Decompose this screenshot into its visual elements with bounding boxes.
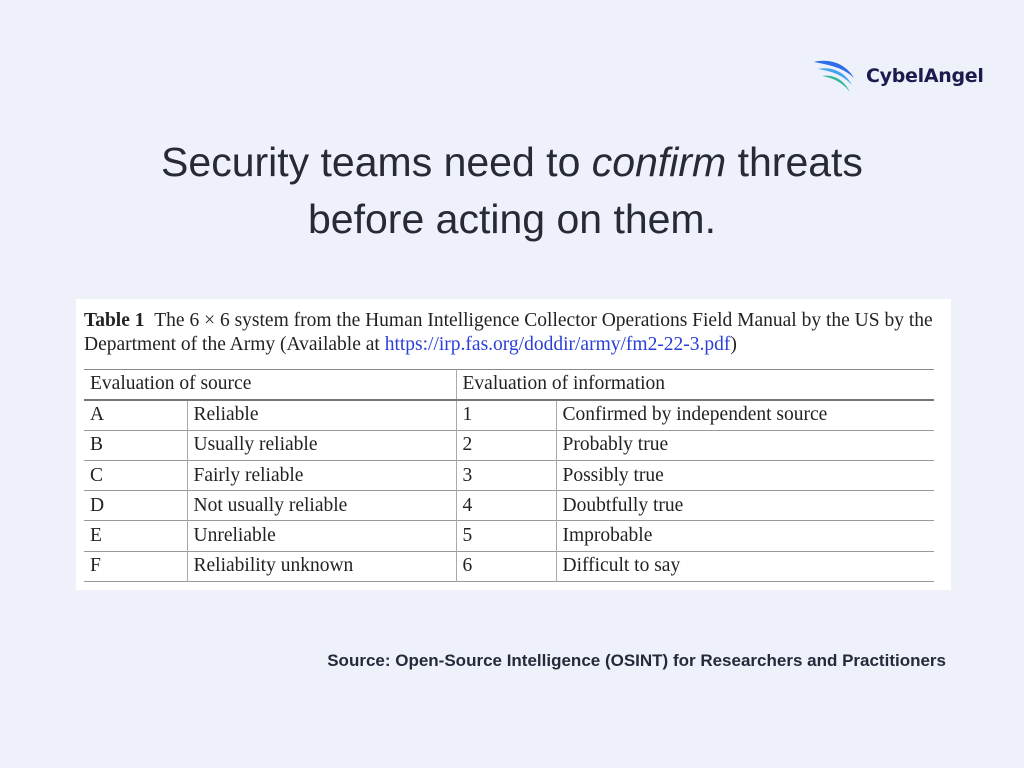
- info-label-cell: Improbable: [556, 521, 934, 551]
- headline: [0, 134, 1024, 248]
- source-code-cell: B: [90, 434, 104, 456]
- headline-line1: [161, 139, 863, 185]
- caption-end: ): [730, 334, 737, 355]
- brand-logo: [812, 56, 984, 96]
- info-code-cell: 1: [456, 400, 556, 430]
- table-row: [84, 460, 934, 490]
- info-code-cell: 3: [456, 460, 556, 490]
- brand-name: CybelAngel: [866, 65, 984, 87]
- source-code-cell: F: [90, 555, 101, 577]
- info-label-cell: Difficult to say: [556, 551, 934, 581]
- table-caption: [84, 309, 944, 357]
- source-label-cell: Usually reliable: [187, 430, 456, 460]
- source-code-cell: D: [90, 494, 105, 516]
- headline-line2: before acting on them.: [308, 196, 716, 242]
- source-label-cell: Reliability unknown: [187, 551, 456, 581]
- info-code-cell: 6: [456, 551, 556, 581]
- info-code-cell: 5: [456, 521, 556, 551]
- header-evaluation-of-source: Evaluation of source: [90, 373, 252, 395]
- source-label-cell: Fairly reliable: [187, 460, 456, 490]
- table-row: [84, 400, 934, 430]
- table-row: [84, 430, 934, 460]
- table-row: [84, 551, 934, 581]
- info-code-cell: 2: [456, 430, 556, 460]
- table-caption-label: Table 1: [84, 310, 145, 331]
- table-header-row: [84, 370, 934, 400]
- source-code-cell: E: [90, 525, 102, 547]
- source-code-cell: C: [90, 464, 104, 486]
- evaluation-table: [84, 369, 934, 582]
- info-label-cell: Doubtfully true: [556, 491, 934, 521]
- info-code-cell: 4: [456, 491, 556, 521]
- headline-text: threats: [726, 139, 863, 185]
- source-label-cell: Not usually reliable: [187, 491, 456, 521]
- table-row: [84, 491, 934, 521]
- source-code-cell: A: [90, 404, 105, 426]
- headline-text: Security teams need to: [161, 139, 592, 185]
- table-image: [76, 299, 951, 590]
- info-label-cell: Probably true: [556, 430, 934, 460]
- header-evaluation-of-information: Evaluation of information: [456, 370, 934, 400]
- source-label-cell: Unreliable: [187, 521, 456, 551]
- table-row: [84, 521, 934, 551]
- source-note: Source: Open-Source Intelligence (OSINT) for Researchers and Practitioners: [327, 651, 946, 670]
- caption-link[interactable]: https://irp.fas.org/doddir/army/fm2-22-3.pdf: [384, 334, 731, 355]
- info-label-cell: Possibly true: [556, 460, 934, 490]
- wing-stripes-icon: [812, 56, 860, 96]
- table-caption-text: The 6 × 6 system from the Human Intelligence Collector Operations Field Manual by the US by the Department of the Army (Available at: [84, 310, 933, 355]
- info-label-cell: Confirmed by independent source: [556, 400, 934, 430]
- headline-emphasis: confirm: [591, 139, 727, 185]
- source-label-cell: Reliable: [187, 400, 456, 430]
